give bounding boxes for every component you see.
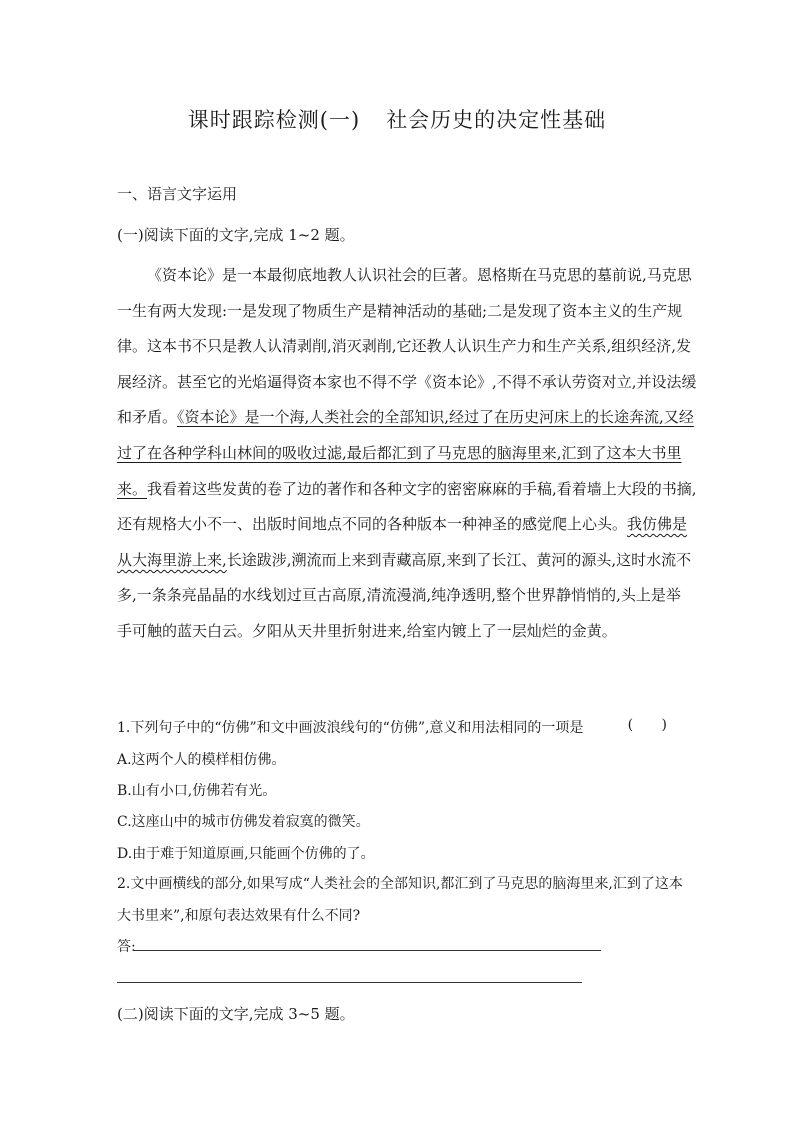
part1-instruction: (一)阅读下面的文字,完成 1~2 题。 <box>117 226 355 244</box>
passage-line: 多,一条条亮晶晶的水线划过亘古高原,清流漫淌,纯净透明,整个世界静悄悄的,头上是举 <box>117 586 681 605</box>
title-sub: 社会历史的决定性基础 <box>386 108 607 132</box>
passage-line: 一生有两大发现:一是发现了物质生产是精神活动的基础;二是发现了资本主义的生产规 <box>117 301 683 320</box>
passage-line: 律。这本书不只是教人认清剥削,消灭剥削,它还教人认识生产力和生产关系,组织经济,发 <box>117 337 692 356</box>
passage-text: 还有规格大小不一、出版时间地点不同的各种版本一种神圣的感觉爬上心头。 <box>117 515 628 534</box>
answer-parentheses: ( ) <box>627 717 679 733</box>
title-main: 课时跟踪检测(一) <box>187 108 361 132</box>
wavy-underlined-sentence: 我仿佛是 <box>627 515 688 534</box>
reading-passage <box>117 258 697 650</box>
underlined-sentence: 来。 <box>117 479 148 498</box>
passage-line <box>117 472 697 508</box>
passage-line <box>117 507 688 543</box>
answer-line[interactable] <box>133 950 601 951</box>
question-1-text: 1.下列句子中的“仿佛”和文中画波浪线句的“仿佛”,意义和用法相同的一项是 <box>117 720 584 736</box>
option-c: C.这座山中的城市仿佛发着寂寞的微笑。 <box>117 814 370 830</box>
part2-instruction: (二)阅读下面的文字,完成 3~5 题。 <box>117 1005 355 1023</box>
answer-label: 答: <box>117 939 136 955</box>
question-2-line: 大书里来”,和原句表达效果有什么不同? <box>117 908 361 924</box>
section-heading: 一、语言文字运用 <box>117 185 238 203</box>
option-b: B.山有小口,仿佛若有光。 <box>117 783 277 799</box>
underlined-sentence: 过了在各种学科山林间的吸收过滤,最后都汇到了马克思的脑海里来,汇到了这本大书里 <box>117 443 682 462</box>
passage-line: 手可触的蓝天白云。夕阳从天井里折射进来,给室内镀上了一层灿烂的金黄。 <box>117 621 617 640</box>
option-d: D.由于难于知道原画,只能画个仿佛的了。 <box>117 846 375 862</box>
question-2-line: 2.文中画横线的部分,如果写成“人类社会的全部知识,都汇到了马克思的脑海里来,汇到了这本 <box>117 876 683 892</box>
page-title <box>0 104 794 134</box>
passage-line <box>117 543 692 579</box>
question-1-stem <box>117 717 679 737</box>
option-a: A.这两个人的模样相仿佛。 <box>117 752 286 768</box>
passage-text: 和矛盾。 <box>117 408 178 427</box>
answer-line[interactable] <box>117 982 582 983</box>
passage-line: 展经济。甚至它的光焰逼得资本家也不得不学《资本论》,不得不承认劳资对立,并设法缓 <box>117 372 697 391</box>
passage-line <box>117 400 694 436</box>
passage-line <box>117 436 682 472</box>
underlined-sentence: 《资本论》是一个海,人类社会的全部知识,经过了在历史河床上的长途奔流,又经 <box>177 408 694 427</box>
passage-line: 《资本论》是一本最彻底地教人认识社会的巨著。恩格斯在马克思的墓前说,马克思 <box>147 266 692 284</box>
passage-text: 长途跋涉,溯流而上来到青藏高原,来到了长江、黄河的源头,这时水流不 <box>226 550 692 569</box>
passage-text: 我看着这些发黄的卷了边的著作和各种文字的密密麻麻的手稿,看着墙上大段的书摘, <box>147 479 697 498</box>
wavy-underlined-sentence: 从大海里游上来, <box>117 550 227 569</box>
